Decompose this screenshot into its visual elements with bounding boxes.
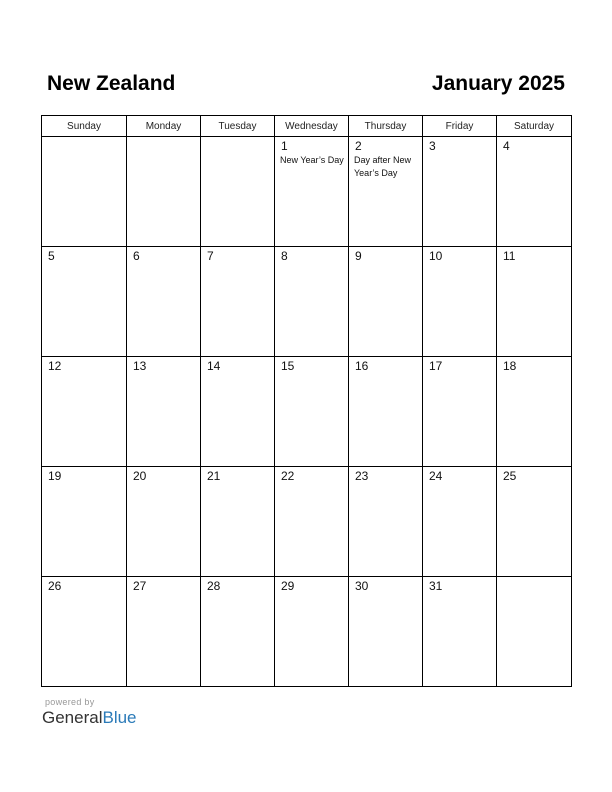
day-number: 11 bbox=[503, 249, 516, 263]
generalblue-logo bbox=[42, 708, 137, 728]
day-number: 31 bbox=[429, 579, 443, 593]
day-number: 2 bbox=[355, 139, 362, 153]
day-cell-17 bbox=[423, 357, 497, 467]
day-number: 21 bbox=[207, 469, 221, 483]
holiday-label: New Year’s Day bbox=[280, 155, 344, 165]
day-number: 10 bbox=[429, 249, 443, 263]
day-number: 30 bbox=[355, 579, 369, 593]
day-cell-empty bbox=[127, 137, 201, 247]
day-number: 3 bbox=[429, 139, 436, 153]
day-cell-30 bbox=[349, 577, 423, 687]
day-number: 6 bbox=[133, 249, 140, 263]
day-cell-empty bbox=[42, 137, 127, 247]
day-number: 5 bbox=[48, 249, 55, 263]
powered-by-text: powered by bbox=[45, 697, 95, 707]
day-cell-1 bbox=[275, 137, 349, 247]
country-title: New Zealand bbox=[47, 72, 176, 95]
day-cell-8 bbox=[275, 247, 349, 357]
day-cell-18 bbox=[497, 357, 572, 467]
day-cell-28 bbox=[201, 577, 275, 687]
day-number: 17 bbox=[429, 359, 443, 373]
day-cell-3 bbox=[423, 137, 497, 247]
calendar-grid bbox=[41, 115, 572, 687]
day-cell-26 bbox=[42, 577, 127, 687]
week-row bbox=[42, 357, 572, 467]
brand-blue-text: Blue bbox=[102, 708, 137, 727]
day-number: 16 bbox=[355, 359, 369, 373]
week-row bbox=[42, 247, 572, 357]
day-cell-25 bbox=[497, 467, 572, 577]
day-cell-12 bbox=[42, 357, 127, 467]
day-cell-2 bbox=[349, 137, 423, 247]
day-number: 29 bbox=[281, 579, 295, 593]
day-number: 26 bbox=[48, 579, 62, 593]
weekday-thursday: Thursday bbox=[349, 116, 423, 137]
weekday-saturday: Saturday bbox=[497, 116, 572, 137]
day-number: 15 bbox=[281, 359, 295, 373]
day-number: 14 bbox=[207, 359, 221, 373]
day-cell-14 bbox=[201, 357, 275, 467]
day-cell-20 bbox=[127, 467, 201, 577]
day-number: 24 bbox=[429, 469, 443, 483]
weekday-tuesday: Tuesday bbox=[201, 116, 275, 137]
weekday-header-row bbox=[42, 116, 572, 137]
day-cell-31 bbox=[423, 577, 497, 687]
week-row bbox=[42, 137, 572, 247]
day-number: 7 bbox=[207, 249, 214, 263]
day-cell-6 bbox=[127, 247, 201, 357]
month-year-title: January 2025 bbox=[431, 72, 565, 95]
day-number: 4 bbox=[503, 139, 510, 153]
day-cell-23 bbox=[349, 467, 423, 577]
day-number: 9 bbox=[355, 249, 362, 263]
day-cell-24 bbox=[423, 467, 497, 577]
holiday-label: Day after New Year’s Day bbox=[354, 155, 412, 178]
day-cell-16 bbox=[349, 357, 423, 467]
day-cell-10 bbox=[423, 247, 497, 357]
week-row bbox=[42, 577, 572, 687]
day-number: 18 bbox=[503, 359, 517, 373]
day-number: 28 bbox=[207, 579, 221, 593]
brand-general-text: General bbox=[42, 708, 103, 727]
day-number: 25 bbox=[503, 469, 517, 483]
weekday-monday: Monday bbox=[127, 116, 201, 137]
weekday-wednesday: Wednesday bbox=[275, 116, 349, 137]
day-cell-22 bbox=[275, 467, 349, 577]
day-cell-empty bbox=[497, 577, 572, 687]
day-cell-5 bbox=[42, 247, 127, 357]
week-row bbox=[42, 467, 572, 577]
day-cell-29 bbox=[275, 577, 349, 687]
day-number: 13 bbox=[133, 359, 147, 373]
day-number: 22 bbox=[281, 469, 295, 483]
day-cell-4 bbox=[497, 137, 572, 247]
day-cell-11 bbox=[497, 247, 572, 357]
weekday-friday: Friday bbox=[423, 116, 497, 137]
day-cell-9 bbox=[349, 247, 423, 357]
day-number: 1 bbox=[281, 139, 288, 153]
day-number: 27 bbox=[133, 579, 147, 593]
day-cell-21 bbox=[201, 467, 275, 577]
day-cell-19 bbox=[42, 467, 127, 577]
day-number: 20 bbox=[133, 469, 147, 483]
day-number: 23 bbox=[355, 469, 369, 483]
weekday-sunday: Sunday bbox=[42, 116, 127, 137]
day-cell-13 bbox=[127, 357, 201, 467]
day-cell-15 bbox=[275, 357, 349, 467]
day-number: 8 bbox=[281, 249, 288, 263]
day-cell-7 bbox=[201, 247, 275, 357]
day-cell-27 bbox=[127, 577, 201, 687]
day-number: 12 bbox=[48, 359, 62, 373]
day-cell-empty bbox=[201, 137, 275, 247]
day-number: 19 bbox=[48, 469, 62, 483]
